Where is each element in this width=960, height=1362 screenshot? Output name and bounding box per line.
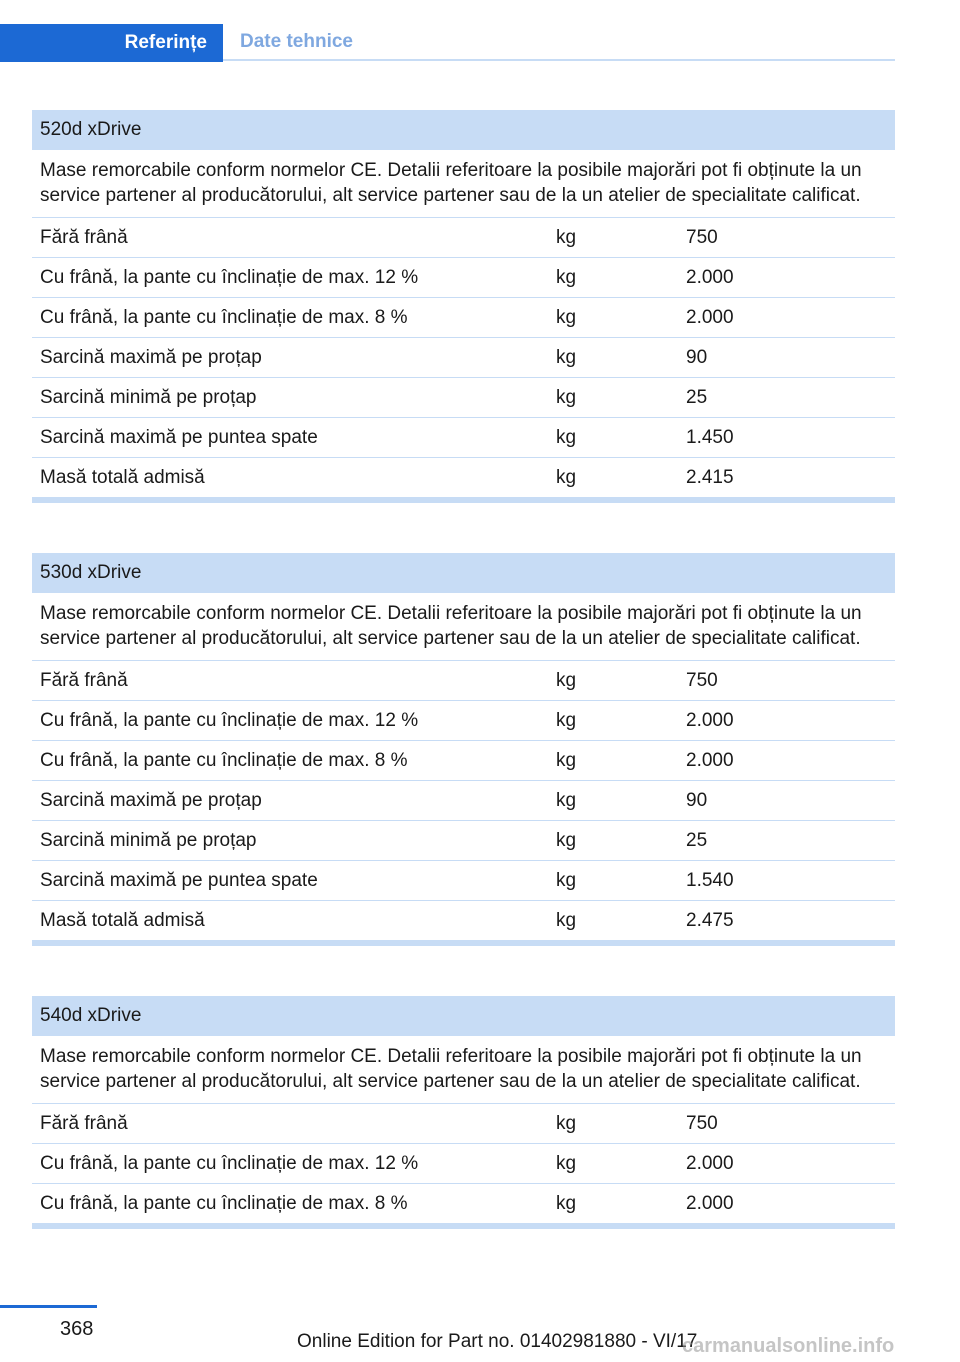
row-unit: kg [556, 386, 577, 408]
header-divider [223, 59, 895, 61]
row-label: Cu frână, la pante cu înclinație de max. 12 % [40, 266, 419, 288]
table-title: 530d xDrive [32, 553, 895, 593]
row-unit: kg [556, 669, 577, 691]
table-end-rule [32, 941, 895, 946]
table-description: Mase remorcabile conform normelor CE. Detalii referitoare la posibile majorări pot fi obținute la un service partener al producătorului, alt service partener sau de la un atelier de specialitate calificat. [32, 1036, 895, 1104]
row-value: 1.450 [686, 426, 734, 448]
row-value: 750 [686, 669, 718, 691]
row-unit: kg [556, 789, 577, 811]
table-row [32, 1184, 895, 1224]
row-label: Sarcină minimă pe proțap [40, 386, 257, 408]
edition-footer: Online Edition for Part no. 01402981880 - VI/17 [297, 1331, 698, 1352]
table-row [32, 661, 895, 701]
row-unit: kg [556, 909, 577, 931]
tab-date-tehnice[interactable] [240, 24, 353, 60]
row-value: 25 [686, 829, 708, 851]
watermark: carmanualsonline.info [682, 1335, 895, 1357]
row-value: 2.000 [686, 306, 734, 328]
tab-date-tehnice-label: Date tehnice [240, 31, 353, 52]
header-tabs [0, 24, 895, 62]
row-label: Cu frână, la pante cu înclinație de max. 12 % [40, 1152, 419, 1174]
row-label: Fără frână [40, 669, 128, 691]
row-label: Sarcină maximă pe puntea spate [40, 869, 318, 891]
row-unit: kg [556, 869, 577, 891]
row-value: 1.540 [686, 869, 734, 891]
table-row [32, 378, 895, 418]
row-label: Fără frână [40, 226, 128, 248]
row-unit: kg [556, 226, 577, 248]
row-label: Cu frână, la pante cu înclinație de max. 8 % [40, 306, 408, 328]
row-unit: kg [556, 829, 577, 851]
table-row [32, 861, 895, 901]
row-value: 750 [686, 1112, 718, 1134]
table-row [32, 821, 895, 861]
row-label: Sarcină maximă pe puntea spate [40, 426, 318, 448]
table-title: 540d xDrive [32, 996, 895, 1036]
row-value: 2.000 [686, 266, 734, 288]
table-row [32, 701, 895, 741]
row-value: 2.415 [686, 466, 734, 488]
row-value: 2.475 [686, 909, 734, 931]
row-value: 750 [686, 226, 718, 248]
row-unit: kg [556, 1192, 577, 1214]
table-row [32, 458, 895, 498]
row-value: 90 [686, 346, 708, 368]
row-label: Masă totală admisă [40, 909, 205, 931]
table-row [32, 901, 895, 941]
row-label: Sarcină maximă pe proțap [40, 346, 262, 368]
row-label: Sarcină minimă pe proțap [40, 829, 257, 851]
table-description: Mase remorcabile conform normelor CE. Detalii referitoare la posibile majorări pot fi obținute la un service partener al producătorului, alt service partener sau de la un atelier de specialitate calificat. [32, 593, 895, 661]
table-row [32, 1104, 895, 1144]
table-row [32, 741, 895, 781]
table-row [32, 338, 895, 378]
row-value: 2.000 [686, 709, 734, 731]
row-unit: kg [556, 1152, 577, 1174]
row-label: Masă totală admisă [40, 466, 205, 488]
table-end-rule [32, 498, 895, 503]
row-value: 2.000 [686, 749, 734, 771]
row-value: 25 [686, 386, 708, 408]
table-end-rule [32, 1224, 895, 1229]
row-unit: kg [556, 426, 577, 448]
row-unit: kg [556, 709, 577, 731]
row-unit: kg [556, 306, 577, 328]
page-number-rule [0, 1305, 97, 1308]
row-label: Sarcină maximă pe proțap [40, 789, 262, 811]
table-row [32, 418, 895, 458]
table-row [32, 781, 895, 821]
table-row [32, 1144, 895, 1184]
table-row [32, 218, 895, 258]
tab-referinte[interactable] [0, 24, 223, 62]
table-540d [32, 996, 895, 1229]
row-value: 2.000 [686, 1152, 734, 1174]
row-unit: kg [556, 266, 577, 288]
row-unit: kg [556, 466, 577, 488]
table-row [32, 298, 895, 338]
table-520d [32, 110, 895, 503]
row-value: 90 [686, 789, 708, 811]
row-value: 2.000 [686, 1192, 734, 1214]
row-unit: kg [556, 1112, 577, 1134]
row-unit: kg [556, 346, 577, 368]
table-530d [32, 553, 895, 946]
table-title: 520d xDrive [32, 110, 895, 150]
table-row [32, 258, 895, 298]
row-label: Fără frână [40, 1112, 128, 1134]
row-label: Cu frână, la pante cu înclinație de max. 12 % [40, 709, 419, 731]
page-number: 368 [60, 1318, 94, 1340]
table-description: Mase remorcabile conform normelor CE. Detalii referitoare la posibile majorări pot fi obținute la un service partener al producătorului, alt service partener sau de la un atelier de specialitate calificat. [32, 150, 895, 218]
tab-referinte-label: Referințe [124, 32, 207, 53]
row-unit: kg [556, 749, 577, 771]
row-label: Cu frână, la pante cu înclinație de max. 8 % [40, 1192, 408, 1214]
row-label: Cu frână, la pante cu înclinație de max. 8 % [40, 749, 408, 771]
